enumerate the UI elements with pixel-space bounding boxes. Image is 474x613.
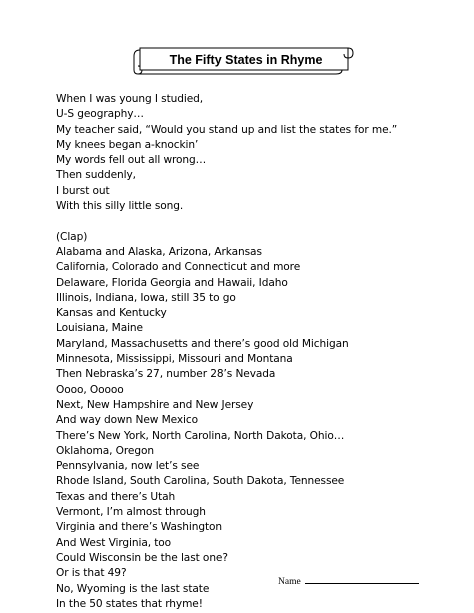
- name-field: [278, 574, 419, 587]
- poem-line: Minnesota, Mississippi, Missouri and Montana: [56, 353, 293, 366]
- poem-line: In the 50 states that rhyme!: [56, 597, 203, 610]
- stanza-gap: [56, 214, 466, 229]
- poem-line: U-S geography…: [56, 108, 144, 121]
- poem-line: No, Wyoming is the last state: [56, 582, 210, 595]
- poem-line: California, Colorado and Connecticut and more: [56, 261, 301, 274]
- poem-line: When I was young I studied,: [56, 93, 204, 105]
- poem-line: And way down New Mexico: [56, 414, 198, 427]
- poem-line: Oooo, Ooooo: [56, 383, 124, 396]
- name-blank-line: [305, 574, 419, 584]
- poem-line: I burst out: [56, 184, 110, 197]
- poem: [56, 92, 466, 612]
- poem-line: (Clap): [56, 230, 88, 243]
- poem-line: Delaware, Florida Georgia and Hawaii, Idaho: [56, 276, 288, 289]
- poem-line: Then suddenly,: [56, 169, 136, 182]
- poem-line: Or is that 49?: [56, 567, 127, 580]
- title-banner: [132, 44, 354, 76]
- poem-line: Next, New Hampshire and New Jersey: [56, 398, 254, 411]
- poem-line: Alabama and Alaska, Arizona, Arkansas: [56, 245, 262, 258]
- poem-line: Texas and there’s Utah: [56, 490, 176, 503]
- poem-line: Illinois, Indiana, Iowa, still 35 to go: [56, 291, 236, 304]
- poem-line: My teacher said, “Would you stand up and list the states for me.”: [56, 123, 398, 136]
- poem-line: Then Nebraska’s 27, number 28’s Nevada: [56, 368, 276, 381]
- poem-line: Rhode Island, South Carolina, South Dakota, Tennessee: [56, 475, 345, 488]
- poem-line: My knees began a-knockin’: [56, 138, 199, 151]
- poem-line: With this silly little song.: [56, 200, 184, 213]
- poem-line: Kansas and Kentucky: [56, 307, 167, 320]
- poem-line: My words fell out all wrong…: [56, 154, 207, 167]
- poem-line: Maryland, Massachusetts and there’s good old Michigan: [56, 337, 349, 350]
- poem-line: Vermont, I’m almost through: [56, 506, 206, 519]
- poem-line: Oklahoma, Oregon: [56, 444, 154, 457]
- poem-line: Virginia and there’s Washington: [56, 521, 223, 534]
- page-title: The Fifty States in Rhyme: [169, 53, 323, 67]
- name-label: Name: [278, 577, 301, 587]
- poem-line: And West Virginia, too: [56, 536, 172, 549]
- poem-line: Louisiana, Maine: [56, 322, 143, 335]
- poem-line: Could Wisconsin be the last one?: [56, 551, 228, 564]
- poem-line: Pennsylvania, now let’s see: [56, 460, 200, 473]
- poem-line: There’s New York, North Carolina, North Dakota, Ohio…: [56, 429, 345, 442]
